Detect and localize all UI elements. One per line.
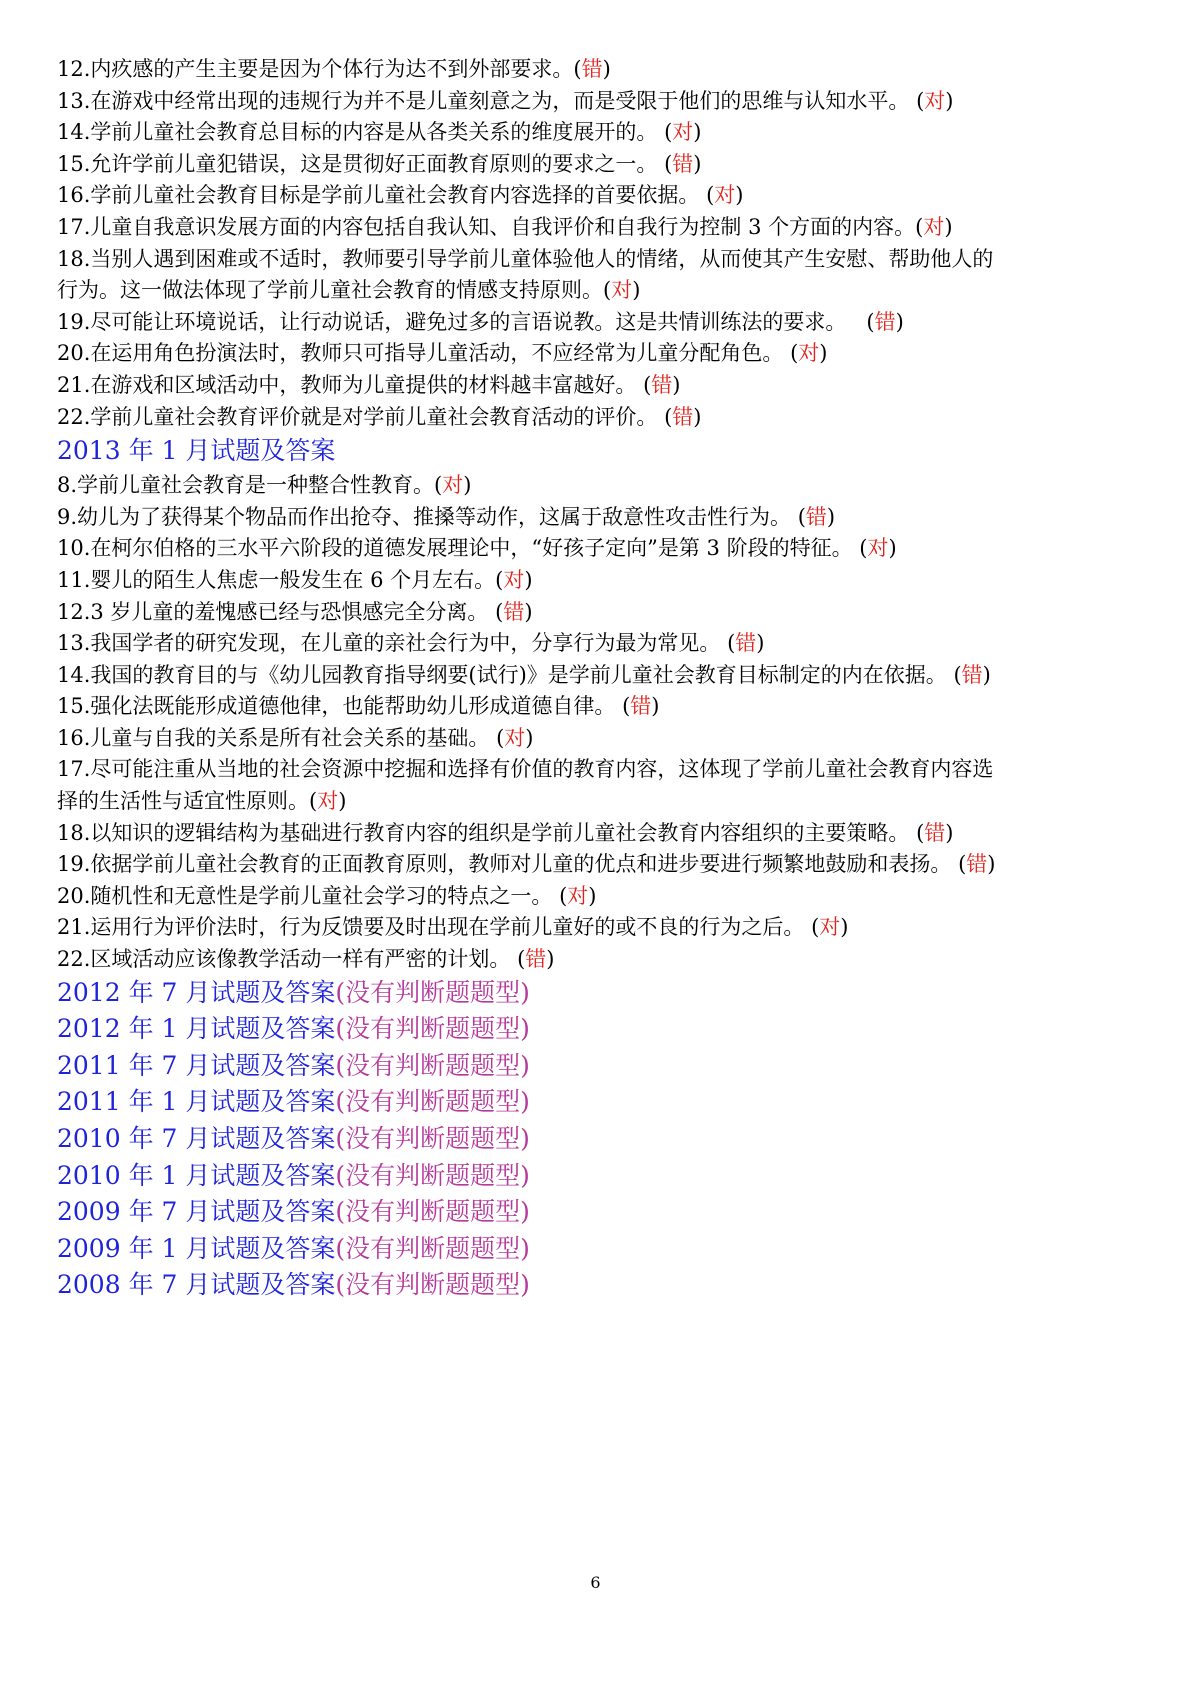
answer-mark: 错 — [735, 631, 757, 656]
answer-mark: 对 — [924, 88, 946, 113]
section-title-text: 2011 年 1 月试题及答案 — [57, 1087, 336, 1117]
question-item — [57, 307, 1137, 339]
question-text: 18.当别人遇到困难或不适时，教师要引导学前儿童体验他人的情绪，从而使其产生安慰、帮助他人的 行为。这一做法体现了学前儿童社会教育的情感支持原则。( — [57, 246, 994, 303]
answer-mark: 错 — [525, 947, 547, 972]
answer-close-paren: ) — [819, 341, 828, 366]
answer-close-paren: ) — [632, 278, 641, 303]
question-text: 20.随机性和无意性是学前儿童社会学习的特点之一。 ( — [57, 883, 568, 908]
section-note: (没有判断题题型) — [335, 1233, 530, 1263]
answer-mark: 错 — [503, 599, 525, 624]
answer-close-paren: ) — [602, 57, 611, 81]
question-item — [57, 533, 1137, 565]
answer-close-paren: ) — [525, 725, 534, 750]
question-text: 16.学前儿童社会教育目标是学前儿童社会教育内容选择的首要依据。 ( — [57, 183, 715, 208]
answer-close-paren: ) — [987, 852, 996, 877]
question-item — [57, 597, 1137, 629]
question-item — [57, 944, 1137, 976]
answer-close-paren: ) — [524, 599, 533, 624]
question-item — [57, 244, 1137, 307]
answer-mark: 对 — [503, 567, 525, 592]
question-text: 9.幼儿为了获得某个物品而作出抢夺、推搡等动作，这属于敌意性攻击性行为。 ( — [57, 504, 806, 529]
question-item — [57, 849, 1137, 881]
answer-close-paren: ) — [756, 631, 765, 656]
section-title-text: 2012 年 1 月试题及答案 — [57, 1014, 336, 1044]
answer-close-paren: ) — [693, 404, 702, 429]
question-item — [57, 180, 1137, 212]
question-item — [57, 86, 1137, 118]
question-item — [57, 565, 1137, 597]
section-title-text: 2008 年 7 月试题及答案 — [57, 1270, 336, 1300]
question-list-continued — [57, 54, 1137, 433]
answer-mark: 对 — [923, 214, 945, 239]
answer-close-paren: ) — [693, 151, 702, 176]
answer-mark: 错 — [966, 852, 988, 877]
answer-close-paren: ) — [888, 536, 897, 561]
answer-mark: 错 — [805, 504, 827, 529]
section-note: (没有判断题题型) — [335, 1014, 530, 1044]
question-text: 10.在柯尔伯格的三水平六阶段的道德发展理论中，“好孩子定向”是第 3 阶段的特征。 ( — [57, 536, 868, 561]
question-item — [57, 723, 1137, 755]
question-item — [57, 212, 1137, 244]
section-title-no-judgement — [57, 1268, 1137, 1302]
answer-mark: 错 — [672, 404, 694, 429]
question-list-2013-01 — [57, 470, 1137, 976]
section-note: (没有判断题题型) — [335, 1087, 530, 1117]
answer-mark: 对 — [867, 536, 889, 561]
question-text: 15.强化法既能形成道德他律，也能帮助幼儿形成道德自律。 ( — [57, 694, 631, 719]
question-text: 19.依据学前儿童社会教育的正面教育原则，教师对儿童的优点和进步要进行频繁地鼓励和表扬。 ( — [57, 852, 967, 877]
question-text: 22.学前儿童社会教育评价就是对学前儿童社会教育活动的评价。 ( — [57, 404, 673, 429]
answer-close-paren: ) — [651, 694, 660, 719]
answer-close-paren: ) — [944, 214, 953, 239]
question-text: 20.在运用角色扮演法时，教师只可指导儿童活动，不应经常为儿童分配角色。 ( — [57, 341, 799, 366]
section-title-no-judgement — [57, 1049, 1137, 1083]
question-item — [57, 370, 1137, 402]
question-item — [57, 818, 1137, 850]
answer-close-paren: ) — [895, 309, 904, 334]
question-text: 21.运用行为评价法时，行为反馈要及时出现在学前儿童好的或不良的行为之后。 ( — [57, 915, 820, 940]
answer-close-paren: ) — [672, 372, 681, 397]
answer-close-paren: ) — [546, 947, 555, 972]
section-note: (没有判断题题型) — [335, 1160, 530, 1190]
section-note: (没有判断题题型) — [335, 1197, 530, 1227]
answer-mark: 错 — [672, 151, 694, 176]
question-text: 11.婴儿的陌生人焦虑一般发生在 6 个月左右。( — [57, 567, 504, 592]
answer-mark: 对 — [819, 915, 841, 940]
section-title-text: 2009 年 1 月试题及答案 — [57, 1233, 336, 1263]
question-item — [57, 912, 1137, 944]
question-text: 22.区域活动应该像教学活动一样有严密的计划。 ( — [57, 947, 526, 972]
page-content — [57, 54, 1137, 1305]
answer-close-paren: ) — [945, 820, 954, 845]
question-text: 19.尽可能让环境说话，让行动说话，避免过多的言语说教。这是共情训练法的要求。 ( — [57, 309, 875, 334]
answer-mark: 对 — [798, 341, 820, 366]
question-text: 12.内疚感的产生主要是因为个体行为达不到外部要求。( — [57, 57, 582, 81]
question-item — [57, 628, 1137, 660]
answer-mark: 错 — [874, 309, 896, 334]
answer-close-paren: ) — [982, 662, 991, 687]
question-text: 14.学前儿童社会教育总目标的内容是从各类关系的维度展开的。 ( — [57, 120, 673, 145]
answer-mark: 对 — [611, 278, 633, 303]
question-item — [57, 691, 1137, 723]
question-text: 15.允许学前儿童犯错误，这是贯彻好正面教育原则的要求之一。 ( — [57, 151, 673, 176]
question-text: 18.以知识的逻辑结构为基础进行教育内容的组织是学前儿童社会教育内容组织的主要策略。 ( — [57, 820, 925, 845]
answer-mark: 对 — [442, 473, 464, 498]
question-item — [57, 470, 1137, 502]
question-text: 17.尽可能注重从当地的社会资源中挖掘和选择有价值的教育内容，这体现了学前儿童社会教育内容选 择的生活性与适宜性原则。( — [57, 757, 994, 814]
section-note: (没有判断题题型) — [335, 1050, 530, 1080]
section-title-text: 2009 年 7 月试题及答案 — [57, 1197, 336, 1227]
page-number: 6 — [590, 1573, 601, 1592]
section-note: (没有判断题题型) — [335, 1124, 530, 1153]
question-text: 21.在游戏和区域活动中，教师为儿童提供的材料越丰富越好。 ( — [57, 372, 652, 397]
answer-mark: 错 — [961, 662, 983, 687]
answer-mark: 对 — [504, 725, 526, 750]
section-title-2013-01 — [57, 434, 1137, 468]
section-title-no-judgement — [57, 1122, 1137, 1156]
section-title-no-judgement — [57, 1232, 1137, 1266]
question-text: 14.我国的教育目的与《幼儿园教育指导纲要(试行)》是学前儿童社会教育目标制定的内在依据。 ( — [57, 662, 962, 687]
section-note: (没有判断题题型) — [335, 977, 530, 1007]
answer-close-paren: ) — [588, 883, 597, 908]
question-item — [57, 149, 1137, 181]
answer-close-paren: ) — [524, 567, 533, 592]
answer-close-paren: ) — [338, 789, 347, 814]
answer-mark: 错 — [630, 694, 652, 719]
question-item — [57, 54, 1137, 86]
question-item — [57, 117, 1137, 149]
question-item — [57, 754, 1137, 817]
section-title-text: 2010 年 1 月试题及答案 — [57, 1160, 336, 1190]
answer-mark: 对 — [567, 883, 589, 908]
question-text: 17.儿童自我意识发展方面的内容包括自我认知、自我评价和自我行为控制 3 个方面的内容。( — [57, 214, 924, 239]
question-item — [57, 338, 1137, 370]
section-note: (没有判断题题型) — [335, 1270, 530, 1300]
question-item — [57, 402, 1137, 434]
answer-close-paren: ) — [826, 504, 836, 529]
section-title-no-judgement — [57, 1012, 1137, 1046]
question-text: 12.3 岁儿童的羞愧感已经与恐惧感完全分离。 ( — [57, 599, 504, 624]
question-text: 13.在游戏中经常出现的违规行为并不是儿童刻意之为，而是受限于他们的思维与认知水平。 ( — [57, 88, 925, 113]
section-title-text: 2012 年 7 月试题及答案 — [57, 977, 336, 1007]
question-text: 16.儿童与自我的关系是所有社会关系的基础。 ( — [57, 725, 505, 750]
question-text: 8.学前儿童社会教育是一种整合性教育。( — [57, 473, 443, 498]
answer-mark: 错 — [924, 820, 946, 845]
question-item — [57, 660, 1137, 692]
answer-mark: 对 — [317, 789, 339, 814]
answer-mark: 对 — [714, 183, 736, 208]
answer-close-paren: ) — [840, 915, 849, 940]
answer-mark: 错 — [651, 372, 673, 397]
answer-close-paren: ) — [945, 88, 954, 113]
section-title-no-judgement — [57, 1085, 1137, 1119]
section-title-text: 2013 年 1 月试题及答案 — [57, 436, 336, 466]
section-list-no-judgement — [57, 976, 1137, 1303]
answer-mark: 对 — [672, 120, 694, 145]
section-title-text: 2010 年 7 月试题及答案 — [57, 1124, 336, 1153]
section-title-no-judgement — [57, 976, 1137, 1010]
answer-mark: 错 — [581, 57, 603, 81]
section-title-text: 2011 年 7 月试题及答案 — [57, 1050, 336, 1080]
answer-close-paren: ) — [463, 473, 472, 498]
question-text: 13.我国学者的研究发现，在儿童的亲社会行为中，分享行为最为常见。 ( — [57, 631, 736, 656]
question-item — [57, 881, 1137, 913]
answer-close-paren: ) — [735, 183, 744, 208]
answer-close-paren: ) — [693, 120, 702, 145]
section-title-no-judgement — [57, 1159, 1137, 1193]
question-item — [57, 502, 1137, 534]
section-title-no-judgement — [57, 1195, 1137, 1229]
